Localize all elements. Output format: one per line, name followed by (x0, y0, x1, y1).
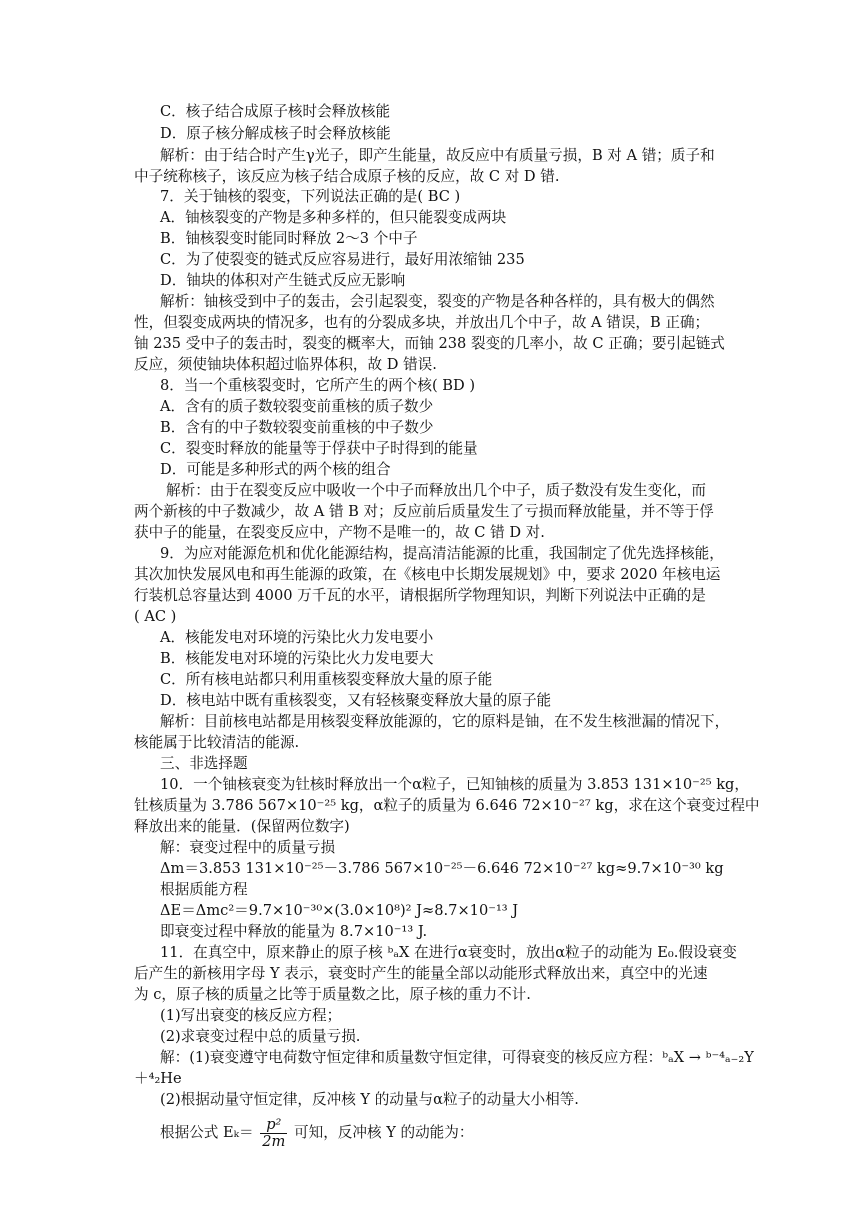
question-10-line: 钍核质量为 3.786 567×10⁻²⁵ kg，α粒子的质量为 6.646 72×10⁻²⁷ kg，求在这个衰变过程中 (134, 797, 760, 814)
solution-line: (2)根据动量守恒定律，反冲核 Y 的动量与α粒子的动量大小相等. (160, 1091, 579, 1108)
solution-line: 即衰变过程中释放的能量为 8.7×10⁻¹³ J. (160, 923, 428, 940)
option-d: D．铀块的体积对产生链式反应无影响 (160, 272, 406, 289)
sub-question-2: (2)求衰变过程中总的质量亏损. (160, 1028, 361, 1045)
option-c: C．裂变时释放的能量等于俘获中子时得到的能量 (160, 440, 478, 457)
option-c: C．所有核电站都只利用重核裂变释放大量的原子能 (160, 671, 493, 688)
sub-question-1: (1)写出衰变的核反应方程； (160, 1007, 342, 1024)
formula-line (160, 1116, 473, 1150)
option-c: C．为了使裂变的链式反应容易进行，最好用浓缩铀 235 (160, 251, 525, 268)
question-8: 8．当一个重核裂变时，它所产生的两个核( BD ) (160, 377, 476, 394)
section-heading: 三、非选择题 (160, 755, 248, 772)
option-d: D．可能是多种形式的两个核的组合 (160, 461, 391, 478)
option-d: D．核电站中既有重核裂变，又有轻核聚变释放大量的原子能 (160, 692, 552, 709)
question-9-answer: ( AC ) (134, 608, 177, 625)
question-10: 10．一个铀核衰变为钍核时释放出一个α粒子，已知铀核的质量为 3.853 131×10⁻²⁵ kg， (160, 776, 749, 793)
option-a: A．核能发电对环境的污染比火力发电要小 (160, 629, 434, 646)
analysis-line: 解析：目前核电站都是用核裂变释放能源的，它的原料是铀，在不发生核泄漏的情况下， (160, 713, 730, 730)
option-b: B．铀核裂变时能同时释放 2～3 个中子 (160, 230, 418, 247)
analysis-line: 两个新核的中子数减少，故 A 错 B 对；反应前后质量发生了亏损而释放能量，并不等于俘 (134, 503, 714, 520)
analysis-line: 获中子的能量，在裂变反应中，产物不是唯一的，故 C 错 D 对. (134, 524, 545, 541)
formula-prefix: 根据公式 Eₖ＝ (160, 1124, 254, 1141)
analysis-line: 解析：由于在裂变反应中吸收一个中子而释放出几个中子，质子数没有发生变化，而 (166, 482, 706, 499)
solution-equation: Δm＝3.853 131×10⁻²⁵－3.786 567×10⁻²⁵－6.646 72×10⁻²⁷ kg≈9.7×10⁻³⁰ kg (160, 860, 724, 877)
analysis-line: 铀 235 受中子的轰击时，裂变的概率大，而铀 238 裂变的几率小，故 C 正确；要引起链式 (134, 335, 725, 352)
fraction-denominator: 2m (262, 1132, 286, 1150)
analysis-line: 核能属于比较清洁的能源. (134, 734, 300, 751)
kinetic-energy-fraction (260, 1117, 287, 1150)
formula-suffix: 可知，反冲核 Y 的动能为： (294, 1124, 474, 1141)
question-11-line: 为 c，原子核的质量之比等于质量数之比，原子核的重力不计. (134, 986, 531, 1003)
analysis-line: 中子统称核子，该反应为核子结合成原子核的反应，故 C 对 D 错. (134, 168, 560, 185)
question-10-line: 释放出来的能量．(保留两位数字) (134, 818, 350, 835)
question-11: 11．在真空中，原来静止的原子核 ᵇₐX 在进行α衰变时，放出α粒子的动能为 E₀.假设衰变 (160, 944, 737, 961)
analysis-line: 性，但裂变成两块的情况多，也有的分裂成多块，并放出几个中子，故 A 错误，B 正确； (134, 314, 710, 331)
analysis-line: 解析：由于结合时产生γ光子，即产生能量，故反应中有质量亏损，B 对 A 错；质子和 (160, 147, 715, 164)
option-d: D．原子核分解成核子时会释放核能 (160, 125, 391, 142)
option-a: A．含有的质子数较裂变前重核的质子数少 (160, 398, 434, 415)
analysis-line: 反应，须使铀块体积超过临界体积，故 D 错误. (134, 356, 437, 373)
analysis-line: 解析：铀核受到中子的轰击，会引起裂变，裂变的产物是各种各样的，具有极大的偶然 (160, 293, 715, 310)
question-7: 7．关于铀核的裂变，下列说法正确的是( BC ) (160, 188, 461, 205)
fraction-numerator: p² (260, 1117, 287, 1134)
question-11-line: 后产生的新核用字母 Y 表示，衰变时产生的能量全部以动能形式释放出来，真空中的光速 (134, 965, 708, 982)
question-9-line: 其次加快发展风电和再生能源的政策，在《核电中长期发展规划》中，要求 2020 年核电运 (134, 566, 721, 583)
solution-line: 根据质能方程 (160, 881, 248, 898)
solution-line: 解：(1)衰变遵守电荷数守恒定律和质量数守恒定律，可得衰变的核反应方程：ᵇₐX → ᵇ⁻⁴ₐ₋₂Y (160, 1049, 754, 1066)
option-a: A．铀核裂变的产物是多种多样的，但只能裂变成两块 (160, 209, 507, 226)
question-9: 9．为应对能源危机和优化能源结构，提高清洁能源的比重，我国制定了优先选择核能， (160, 545, 724, 562)
solution-line: 解：衰变过程中的质量亏损 (160, 839, 336, 856)
option-b: B．核能发电对环境的污染比火力发电要大 (160, 650, 434, 667)
question-9-line: 行装机总容量达到 4000 万千瓦的水平，请根据所学物理知识，判断下列说法中正确的是 (134, 587, 706, 604)
option-b: B．含有的中子数较裂变前重核的中子数少 (160, 419, 434, 436)
solution-equation: ΔE＝Δmc²＝9.7×10⁻³⁰×(3.0×10⁸)² J≈8.7×10⁻¹³ J (160, 902, 519, 919)
option-c: C．核子结合成原子核时会释放核能 (160, 103, 391, 120)
solution-equation: ＋⁴₂He (134, 1070, 182, 1087)
